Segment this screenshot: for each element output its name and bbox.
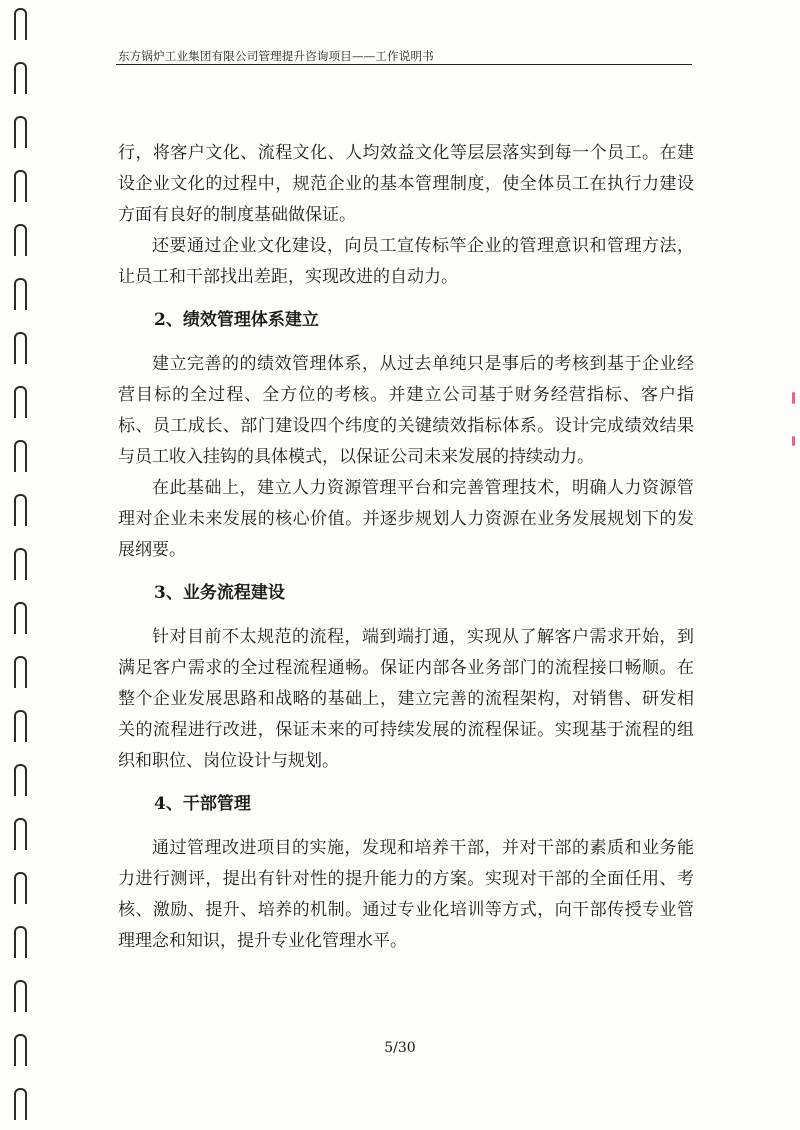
body-paragraph: 还要通过企业文化建设，向员工宣传标竿企业的管理意识和管理方法，让员工和干部找出差距，实现改进的自动力。	[118, 236, 694, 287]
binding-ring	[14, 278, 27, 310]
binding-ring	[14, 872, 27, 904]
edge-mark	[792, 436, 795, 446]
binding-ring	[14, 926, 27, 958]
binding-ring	[14, 1088, 27, 1120]
binding-ring	[14, 332, 27, 364]
binding-ring	[14, 980, 27, 1012]
binding-ring	[14, 818, 27, 850]
binding-ring	[14, 224, 27, 256]
document-body	[118, 138, 694, 957]
section-heading: 4、干部管理	[154, 794, 251, 814]
binding-ring	[14, 386, 27, 418]
binding-ring	[14, 62, 27, 94]
body-paragraph: 通过管理改进项目的实施，发现和培养干部，并对干部的素质和业务能力进行测评，提出有针对性的提升能力的方案。实现对干部的全面任用、考核、激励、提升、培养的机制。通过专业化培训等方式，向干部传授专业管理理念和知识，提升专业化管理水平。	[118, 838, 694, 951]
binding-ring	[14, 602, 27, 634]
header-rule	[116, 64, 692, 65]
section-heading: 2、绩效管理体系建立	[154, 310, 319, 330]
binding-ring	[14, 170, 27, 202]
page-number: 5/30	[384, 1040, 416, 1056]
binding-ring	[14, 116, 27, 148]
body-paragraph: 在此基础上，建立人力资源管理平台和完善管理技术，明确人力资源管理对企业未来发展的核心价值。并逐步规划人力资源在业务发展规划下的发展纲要。	[118, 478, 694, 560]
body-paragraph: 行，将客户文化、流程文化、人均效益文化等层层落实到每一个员工。在建设企业文化的过程中，规范企业的基本管理制度，使全体员工在执行力建设方面有良好的制度基础做保证。	[118, 143, 694, 225]
edge-mark	[792, 392, 795, 404]
binding-ring	[14, 8, 27, 40]
body-paragraph: 针对目前不太规范的流程，端到端打通，实现从了解客户需求开始，到满足客户需求的全过程流程通畅。保证内部各业务部门的流程接口畅顺。在整个企业发展思路和战略的基础上，建立完善的流程架构，对销售、研发相关的流程进行改进，保证未来的可持续发展的流程保证。实现基于流程的组织和职位、岗位设计与规划。	[118, 627, 694, 771]
binding-ring	[14, 440, 27, 472]
spiral-binding	[8, 0, 30, 1130]
binding-ring	[14, 710, 27, 742]
body-paragraph: 建立完善的的绩效管理体系，从过去单纯只是事后的考核到基于企业经营目标的全过程、全方位的考核。并建立公司基于财务经营指标、客户指标、员工成长、部门建设四个纬度的关键绩效指标体系。设计完成绩效结果与员工收入挂钩的具体模式，以保证公司未来发展的持续动力。	[118, 354, 694, 467]
binding-ring	[14, 656, 27, 688]
binding-ring	[14, 548, 27, 580]
section-heading: 3、业务流程建设	[154, 583, 285, 603]
document-header: 东方锅炉工业集团有限公司管理提升咨询项目——工作说明书	[118, 49, 434, 63]
binding-ring	[14, 494, 27, 526]
binding-ring	[14, 764, 27, 796]
